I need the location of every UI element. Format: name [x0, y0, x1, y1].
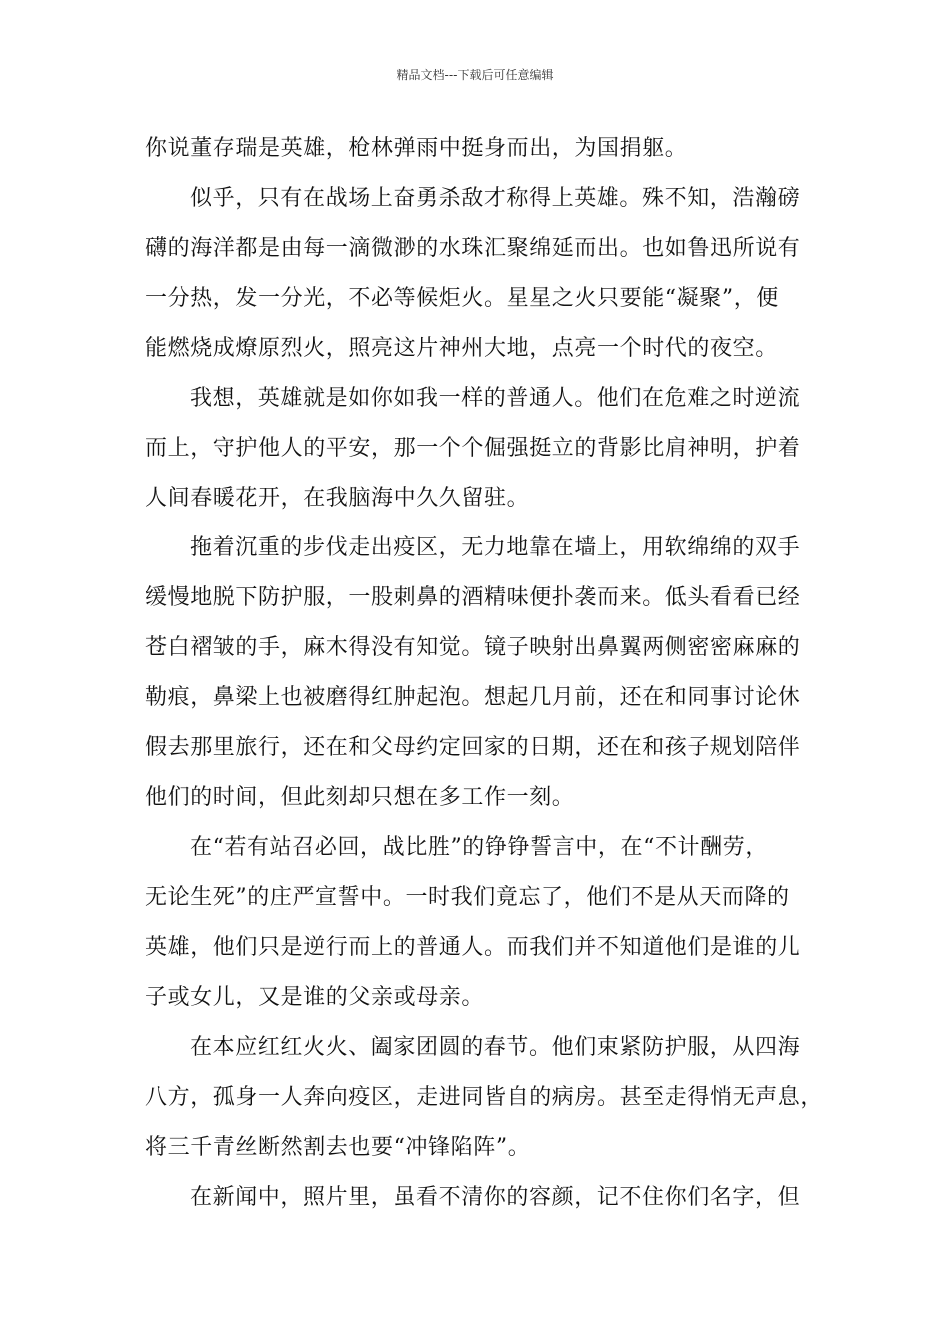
text-line: 假去那里旅行，还在和父母约定回家的日期，还在和孩子规划陪伴: [145, 735, 801, 760]
text-line: 礴的海洋都是由每一滴微渺的水珠汇聚绵延而出。也如鲁迅所说有: [145, 236, 801, 261]
paragraph-first-line: 似乎，只有在战场上奋勇杀敌才称得上英雄。殊不知，浩瀚磅: [190, 186, 801, 211]
text-line: 他们的时间，但此刻却只想在多工作一刻。: [145, 785, 575, 810]
text-line: 你说董存瑞是英雄，枪林弹雨中挺身而出，为国捐躯。: [145, 136, 688, 161]
paragraph-first-line: 在新闻中，照片里，虽看不清你的容颜，记不住你们名字，但: [190, 1185, 801, 1210]
page-header: 精品文档---下载后可任意编辑: [396, 68, 554, 82]
text-line: 将三千青丝断然割去也要“冲锋陷阵”。: [145, 1135, 531, 1160]
text-line: 能燃烧成燎原烈火，照亮这片神州大地，点亮一个时代的夜空。: [145, 336, 778, 361]
paragraph-first-line: 在“若有站召必回，战比胜”的铮铮誓言中，在“不计酬劳，: [190, 835, 768, 860]
text-line: 苍白褶皱的手，麻木得没有知觉。镜子映射出鼻翼两侧密密麻麻的: [145, 635, 801, 660]
text-line: 子或女儿，又是谁的父亲或母亲。: [145, 985, 485, 1010]
text-line: 缓慢地脱下防护服，一股刺鼻的酒精味便扑袭而来。低头看看已经: [145, 585, 801, 610]
paragraph-first-line: 拖着沉重的步伐走出疫区，无力地靠在墙上，用软绵绵的双手: [190, 535, 801, 560]
text-line: 英雄，他们只是逆行而上的普通人。而我们并不知道他们是谁的儿: [145, 935, 801, 960]
text-line: 而上，守护他人的平安，那一个个倔强挺立的背影比肩神明，护着: [145, 436, 801, 461]
paragraph-first-line: 我想，英雄就是如你如我一样的普通人。他们在危难之时逆流: [190, 386, 801, 411]
text-line: 人间春暖花开，在我脑海中久久留驻。: [145, 486, 530, 511]
paragraph-first-line: 在本应红红火火、阖家团圆的春节。他们束紧防护服，从四海: [190, 1035, 801, 1060]
text-line: 无论生死”的庄严宣誓中。一时我们竟忘了，他们不是从天而降的: [145, 885, 790, 910]
text-line: 一分热，发一分光，不必等候炬火。星星之火只要能“凝聚”，便: [145, 286, 779, 311]
text-line: 八方，孤身一人奔向疫区，走进同皆自的病房。甚至走得悄无声息，: [145, 1085, 824, 1110]
text-line: 勒痕，鼻梁上也被磨得红肿起泡。想起几月前，还在和同事讨论休: [145, 685, 801, 710]
